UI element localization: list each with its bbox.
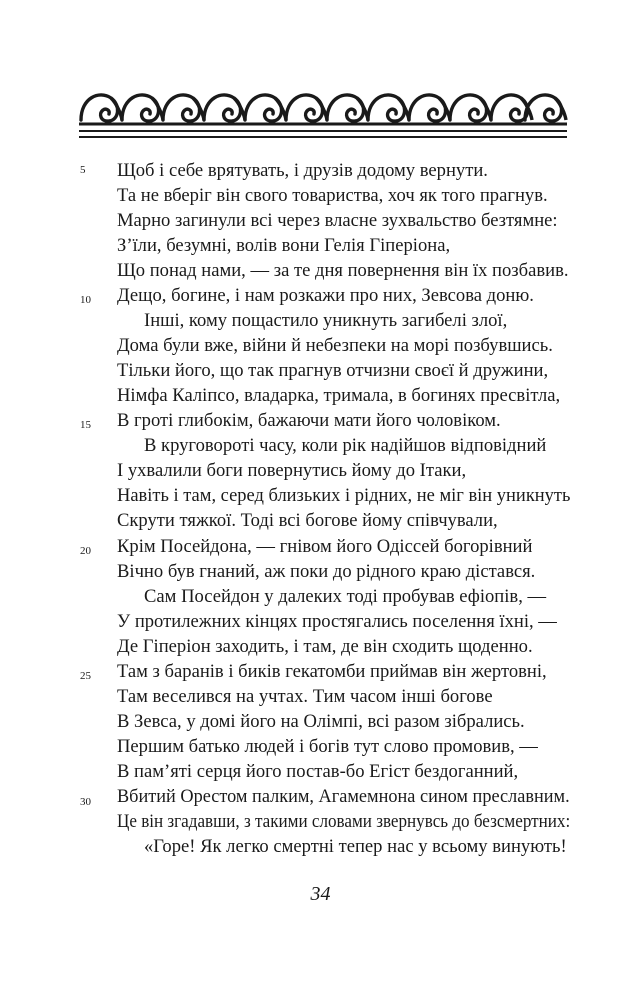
verse-line: І ухвалили боги повернутись йому до Ітаки, xyxy=(117,460,467,481)
verse-line: Вічно був гнаний, аж поки до рідного краю дістався. xyxy=(117,561,536,582)
verse-line: Це він згадавши, з такими словами звернувсь до безсмертних: xyxy=(117,811,571,832)
verse-line: В круговороті часу, коли рік надійшов відповідний xyxy=(144,435,547,456)
verse-line: Вбитий Орестом палким, Агамемнона сином преславним. xyxy=(117,786,570,807)
verse-line: В Зевса, у домі його на Олімпі, всі разом зібрались. xyxy=(117,711,525,732)
line-number: 10 xyxy=(80,294,91,306)
verse-line: Дещо, богине, і нам розкажи про них, Зевсова доню. xyxy=(117,285,534,306)
page-number: 34 xyxy=(310,883,331,905)
verse-line: Дома були вже, війни й небезпеки на морі позбувшись. xyxy=(117,335,553,356)
verse-line: Сам Посейдон у далеких тоді пробував ефіопів, — xyxy=(144,586,547,607)
verse-line: Крім Посейдона, — гнівом його Одіссей богорівний xyxy=(117,536,533,557)
verse-line: «Горе! Як легко смертні тепер нас у всьому винують! xyxy=(144,836,567,857)
verse-line: З’їли, безумні, волів вони Гелія Гіперіона, xyxy=(117,235,451,256)
verse-line: Скрути тяжкої. Тоді всі богове йому співчували, xyxy=(117,510,498,531)
line-number: 30 xyxy=(80,796,91,808)
verse-line: Щоб і себе врятувать, і друзів додому вернути. xyxy=(117,160,488,181)
verse-line: Там веселився на учтах. Тим часом інші богове xyxy=(117,686,493,707)
verse-line: Тільки його, що так прагнув отчизни своєї й дружини, xyxy=(117,360,549,381)
line-number: 25 xyxy=(80,670,91,682)
verse-line: Що понад нами, — за те дня повернення він їх позбавив. xyxy=(117,260,569,281)
verse-line: Та не вберіг він свого товариства, хоч як того прагнув. xyxy=(117,185,548,206)
verse-line: Де Гіперіон заходить, і там, де він сходить щоденно. xyxy=(117,636,533,657)
verse-line: Навіть і там, серед близьких і рідних, не міг він уникнуть xyxy=(117,485,571,506)
greek-wave-ornament xyxy=(75,84,571,146)
line-number: 15 xyxy=(80,419,91,431)
verse-line: В пам’яті серця його постав-бо Егіст бездоганний, xyxy=(117,761,519,782)
verse-line: Там з баранів і биків гекатомби приймав він жертовні, xyxy=(117,661,547,682)
line-number: 5 xyxy=(80,164,86,176)
verse-line: Першим батько людей і богів тут слово промовив, — xyxy=(117,736,538,757)
line-number: 20 xyxy=(80,545,91,557)
verse-line: В гроті глибокім, бажаючи мати його чоловіком. xyxy=(117,410,501,431)
verse-line: У протилежних кінцях простягались поселення їхні, — xyxy=(117,611,557,632)
verse-line: Інші, кому пощастило уникнуть загибелі злої, xyxy=(144,310,508,331)
verse-line: Німфа Каліпсо, владарка, тримала, в богинях пресвітла, xyxy=(117,385,561,406)
verse-line: Марно загинули всі через власне зухвальство безтямне: xyxy=(117,210,558,231)
